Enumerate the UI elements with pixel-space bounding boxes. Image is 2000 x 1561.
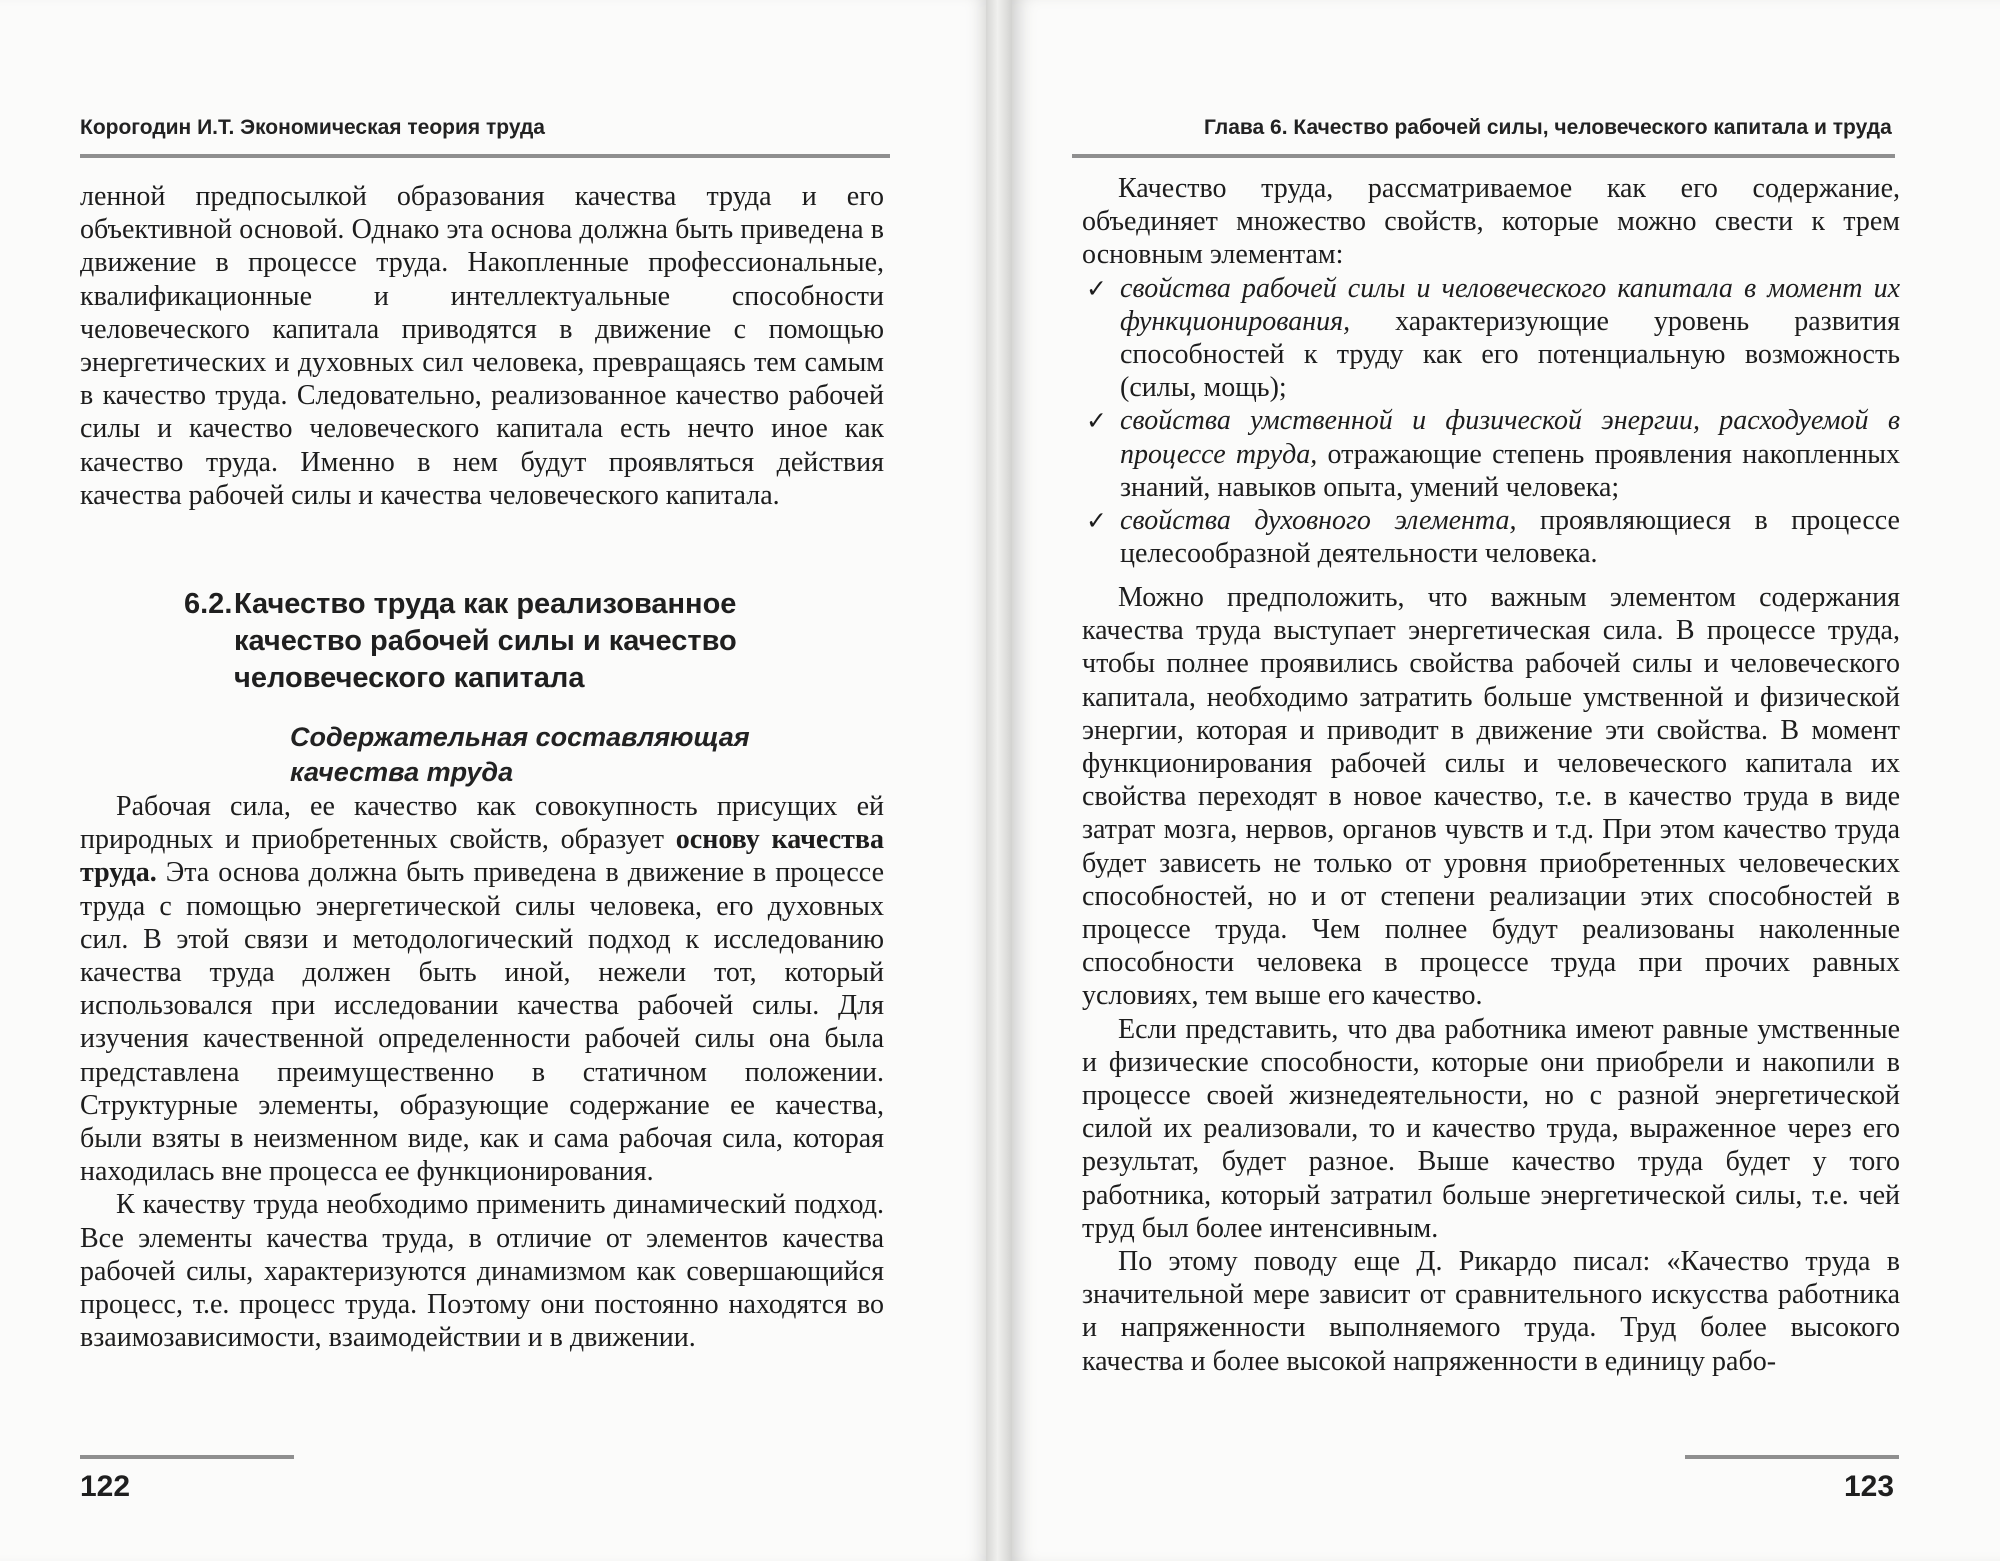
book-gutter [986,0,1012,1561]
right-main-block [1082,581,1900,1378]
list-item-text: характеризующие уровень развития способностей к труду как его потенциальную возможность (силы, мощь); [1120,305,1900,404]
right-footer-rule [1685,1455,1899,1459]
right-intro-block [1082,172,1900,570]
right-header-rule [1072,154,1895,158]
paragraph-two-workers: Если представить, что два работника имеют равные умственные и физические способности, которые они приобрели и накопили в процессе своей жизнедеятельности, но с разной энергетической силой их реализовали, то и качество труда, выраженное через его результат, будет разное. Выше качество труда будет у того работника, который затратил больше энергетической силы, т.е. чей труд был более интенсивным. [1082,1013,1900,1244]
section-title: Качество труда как реализованное качество рабочей силы и качество человеческого капитала [234,588,737,694]
left-running-head: Корогодин И.Т. Экономическая теория труда [80,116,545,139]
paragraph-ricardo: По этому поводу еще Д. Рикардо писал: «Качество труда в значительной мере зависит от сравнительного искусства работника и напряженности выполняемого труда. Труд более высокого качества и более высокой напряженности в единицу рабо- [1082,1246,1900,1377]
paragraph-text: Рабочая сила, ее качество как совокупность присущих ей природных и приобретенных свойств, образует [80,791,884,856]
left-page-number: 122 [80,1470,131,1503]
check-mark-icon: ✓ [1086,506,1107,536]
subsection-heading: Содержательная составляющая качества труда [290,722,750,787]
check-mark-icon: ✓ [1086,273,1107,303]
left-page [0,0,986,1561]
paragraph-energy: Можно предположить, что важным элементом содержания качества труда выступает энергетическая сила. В процессе труда, чтобы полнее проявились свойства рабочей силы и человеческого капитала, необходимо затратить больше умственной и физической энергии, которая и приводит в движение эти свойства. В момент функционирования рабочей силы и человеческого капитала их свойства переходят в новое качество, т.е. в качество труда в виде затрат мозга, нервов, органов чувств и т.д. При этом качество труда будет зависеть не только от уровня приобретенных человеческих способностей, но и от степени реализации этих способностей в процессе труда. Чем полнее будут реализованы наколенные способности человека в процессе труда при прочих равных условиях, тем выше его качество. [1082,582,1900,1012]
list-item [1082,404,1900,504]
list-item [1082,504,1900,570]
left-header-rule [80,154,890,158]
left-continuation-block [80,180,884,512]
list-item-italic: свойства умственной и физической энергии, расходуемой в процессе труда, [1120,405,1900,470]
list-item-text: проявляющиеся в процессе целесообразной деятельности человека. [1120,505,1900,570]
bold-term: основу качества труда. [80,824,885,889]
intro-paragraph: Качество труда, рассматриваемое как его содержание, объединяет множество свойств, которые можно свести к трем основным элементам: [1082,173,1900,271]
left-footer-rule [80,1455,294,1459]
right-running-head: Глава 6. Качество рабочей силы, человеческого капитала и труда [1204,116,1892,139]
list-item-italic: свойства рабочей силы и человеческого капитала в момент их функционирования, [1120,272,1900,337]
right-page-number: 123 [1844,1470,1895,1503]
section-number: 6.2. [184,588,233,620]
list-item [1082,272,1900,405]
section-heading [184,586,854,697]
right-page [1012,0,2000,1561]
property-list [1082,272,1900,571]
paragraph-text: Эта основа должна быть приведена в движение в процессе труда с помощью энергетической силы человека, его духовных сил. В этой связи и методологический подход к исследованию качества труда должен быть иной, нежели тот, который использовался при исследовании качества рабочей силы. Для изучения качественной определенности рабочей силы она была представлена преимущественно в статичном положении. Структурные элементы, образующие содержание ее качества, были взяты в неизменном виде, как и сама рабочая сила, которая находилась вне процесса ее функционирования. [80,857,884,1188]
list-item-text: отражающие степень проявления накопленных знаний, навыков опыта, умений человека; [1120,438,1901,503]
continuation-paragraph: ленной предпосылкой образования качества труда и его объективной основой. Однако эта основа должна быть приведена в движение в процессе труда. Накопленные профессиональные, квалификационные и интеллектуальные способности человеческого капитала приводятся в движение с помощью энергетических и духовных сил человека, превращаясь тем самым в качество труда. Следовательно, реализованное качество рабочей силы и качество человеческого капитала есть нечто иное как качество труда. Именно в нем будут проявляться действия качества рабочей силы и качества человеческого капитала. [80,181,884,511]
left-main-block [80,790,884,1354]
list-item-italic: свойства духовного элемента, [1120,505,1517,537]
paragraph-dynamic-approach: К качеству труда необходимо применить динамический подход. Все элементы качества труда, в отличие от элементов качества рабочей силы, характеризуются динамизмом как совершающийся процесс, т.е. процесс труда. Поэтому они постоянно находятся во взаимозависимости, взаимодействии и в движении. [80,1189,884,1354]
paragraph-workforce [80,790,884,1188]
check-mark-icon: ✓ [1086,406,1107,436]
